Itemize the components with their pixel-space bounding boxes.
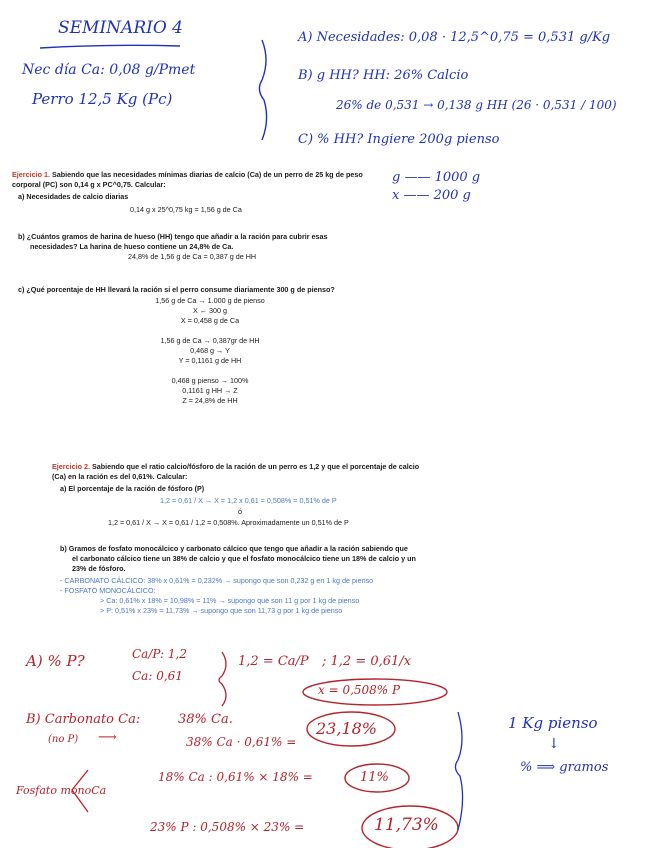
ej2-a-label: a) El porcentaje de la ración de fósforo (P) [60, 484, 205, 493]
ej1-c-line: 1,56 g de Ca → 0,387gr de HH [160, 336, 260, 345]
ej1-statement-text: Sabiendo que las necesidades mínimas diarias de calcio (Ca) de un perro de 25 kg de peso [51, 170, 363, 179]
ej2-statement-2: (Ca) en la ración es del 0,61%. Calcular: [52, 472, 188, 481]
ej1-b-answer: 24,8% de 1,56 g de Ca = 0,387 g de HH [128, 252, 257, 261]
ej1-c-line: 0,468 g pienso → 100% [171, 376, 249, 385]
hw-side-1: 1 Kg pienso [508, 714, 598, 732]
hw-b-pct: 38% Ca. [178, 712, 233, 727]
ej2-statement-text: Sabiendo que el ratio calcio/fósforo de la ración de un perro es 1,2 y que el porcentaje de calcio [91, 462, 420, 471]
ej2-b-label-2: el carbonato cálcico tiene un 38% de calcio y que el fosfato monocálcico tiene un 18% de calcio y un [72, 554, 416, 563]
ej1-b-label-1: b) ¿Cuántos gramos de harina de hueso (HH) tengo que añadir a la ración para cubrir esas [18, 232, 328, 241]
handwritten-x-line: x —— 200 g [392, 188, 471, 203]
ej1-statement-1 [12, 170, 363, 179]
handwritten-nec-line: Nec día Ca: 0,08 g/Pmet [22, 62, 196, 78]
hw-f-p-result: 11,73% [374, 815, 439, 835]
ej2-fosfato-line: - FOSFATO MONOCÁLCICO: [60, 586, 156, 595]
ej2-carbonato-line: - CARBONATO CÁLCICO: 38% x 0,61% = 0,232% → supongo que son 0,232 g en 1 kg de pienso [60, 576, 374, 585]
ej1-c-line: 1,56 g de Ca → 1.000 g de pienso [155, 296, 265, 305]
hw-a-result: x = 0,508% P [318, 683, 401, 697]
hw-f-ca: 18% Ca : 0,61% × 18% = [158, 770, 313, 784]
hw-a-question: A) % P? [26, 652, 85, 670]
ej2-b-label-3: 23% de fósforo. [72, 564, 126, 573]
hw-b-label: B) Carbonato Ca: [26, 712, 141, 727]
ej2-b-label-1: b) Gramos de fosfato monocálcico y carbonato cálcico que tengo que añadir a la ración sabiendo que [60, 544, 408, 553]
hw-b-sub: (no P) [48, 734, 79, 745]
handwritten-a-line: A) Necesidades: 0,08 · 12,5^0,75 = 0,531 g/Kg [298, 30, 611, 45]
top-brace [259, 40, 266, 140]
title-underline [40, 45, 180, 48]
ej2-a-line-1: 1,2 = 0,61 / X → X = 1,2 x 0,61 = 0,508% = 0,51% de P [160, 496, 337, 505]
handwritten-c-line: C) % HH? Ingiere 200g pienso [298, 132, 500, 147]
handwritten-perro-line: Perro 12,5 Kg (Pc) [32, 90, 173, 108]
hw-side-arrow: ↓ [548, 736, 560, 752]
handwritten-b-line1: B) g HH? HH: 26% Calcio [298, 68, 469, 83]
side-brace [455, 712, 462, 830]
ej1-c-calculations [120, 296, 300, 406]
ej1-b-label-2: necesidades? La harina de hueso contiene un 24,8% de Ca. [30, 242, 234, 251]
handwritten-g-line: g —— 1000 g [392, 170, 481, 185]
ej1-c-spacer [120, 366, 300, 376]
ej1-c-line: 0,1161 g HH → Z [182, 386, 238, 395]
ej1-heading: Ejercicio 1. [12, 170, 50, 179]
ej1-a-label: a) Necesidades de calcio diarias [18, 192, 129, 201]
ej1-c-line: Z = 24,8% de HH [182, 396, 238, 405]
ej1-c-line: X = 0,458 g de Ca [180, 316, 240, 325]
ej2-fosfato-p-line: > P: 0,51% x 23% = 11,73% → supongo que son 11,73 g por 1 kg de pienso [100, 606, 343, 615]
ej2-statement-1 [52, 462, 419, 471]
ej1-a-answer: 0,14 g x 25^0,75 kg = 1,56 g de Ca [130, 205, 242, 214]
hw-b-calc: 38% Ca · 0,61% = [186, 735, 297, 749]
a-brace [219, 652, 226, 706]
hw-side-2: % ⟹ gramos [520, 760, 609, 775]
hw-a-eq-1: 1,2 = Ca/P [238, 654, 309, 669]
handwritten-b-line2: 26% de 0,531 → 0,138 g HH (26 · 0,531 / 100) [336, 98, 617, 112]
hw-f-ca-result: 11% [360, 770, 389, 785]
hw-f-label: Fosfato monoCa [16, 784, 107, 797]
handwritten-title: SEMINARIO 4 [58, 18, 184, 38]
hw-a-eq-2: ; 1,2 = 0,61/x [322, 654, 412, 669]
ej1-statement-2: corporal (PC) son 0,14 g x PC^0,75. Calcular: [12, 180, 166, 189]
ej1-c-line: X ← 300 g [193, 306, 227, 315]
hw-a-ratio-2: Ca: 0,61 [132, 669, 183, 683]
hw-f-p: 23% P : 0,508% × 23% = [150, 820, 305, 834]
ej1-c-line: 0,468 g → Y [190, 346, 230, 355]
hw-b-arrow: ⟶ [98, 730, 117, 745]
ej2-a-line-2: 1,2 = 0,61 / X → X = 0,61 / 1,2 = 0,508%. Aproximadamente un 0,51% de P [108, 518, 349, 527]
ej2-a-or: ó [238, 507, 242, 516]
ej1-c-spacer [120, 326, 300, 336]
hw-b-result: 23,18% [316, 719, 378, 738]
hw-a-ratio-1: Ca/P: 1,2 [132, 647, 187, 661]
ej1-c-label: c) ¿Qué porcentaje de HH llevará la ración si el perro consume diariamente 300 g de pienso? [18, 285, 335, 294]
ej2-heading: Ejercicio 2. [52, 462, 90, 471]
ej2-fosfato-ca-line: > Ca: 0,61% x 18% = 10,98% = 11% → supongo que son 11 g por 1 kg de pienso [100, 596, 360, 605]
ej1-c-line: Y = 0,1161 g de HH [178, 356, 242, 365]
